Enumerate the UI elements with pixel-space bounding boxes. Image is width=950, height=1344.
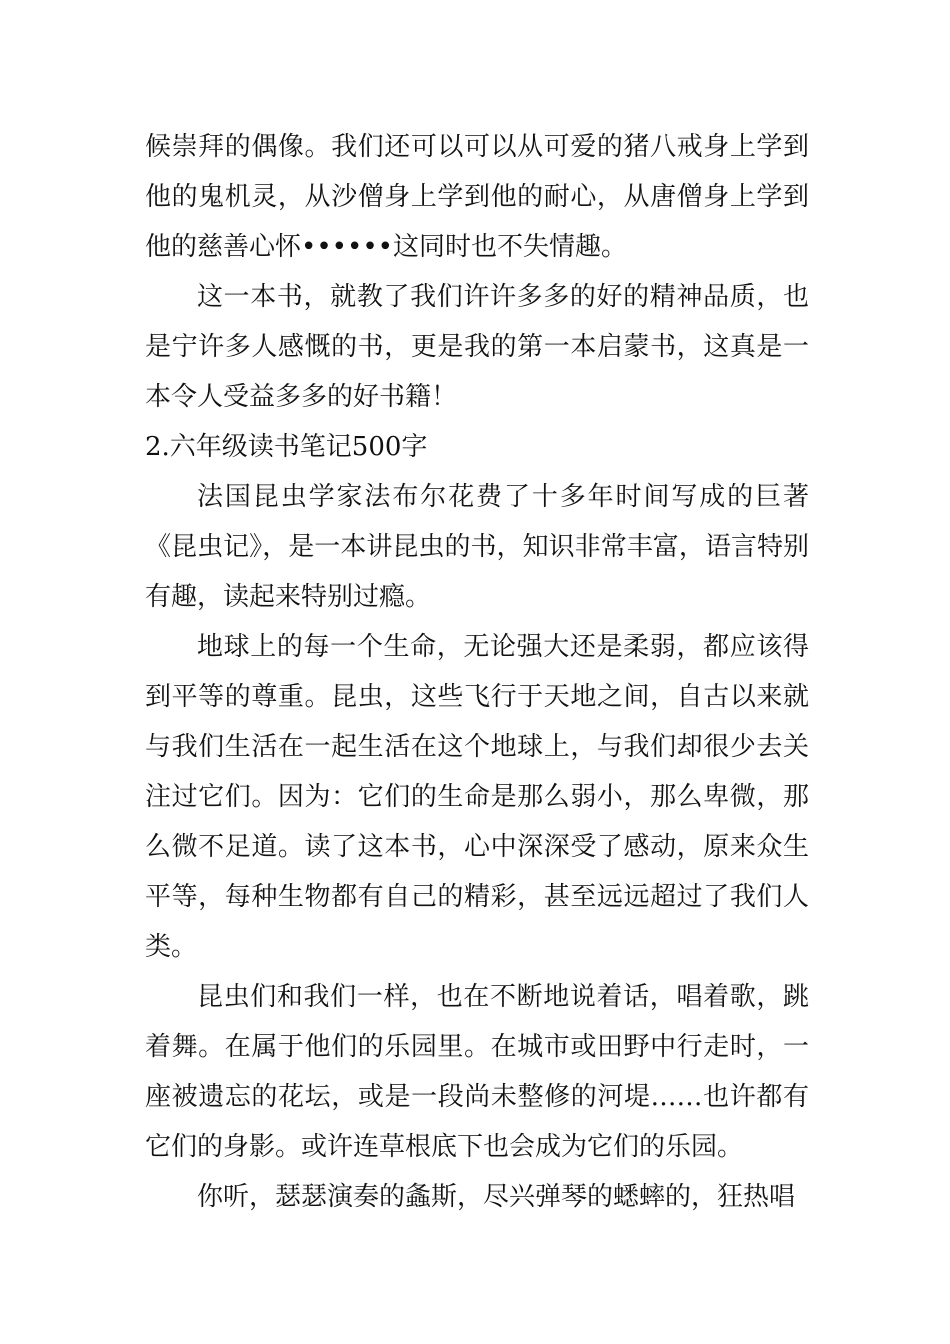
paragraph-book-summary: 这一本书，就教了我们许许多多的好的精神品质，也是宁许多人感慨的书，更是我的第一本启蒙书，这真是一本令人受益多多的好书籍！	[145, 282, 809, 412]
paragraph-respect-life: 地球上的每一个生命，无论强大还是柔弱，都应该得到平等的尊重。昆虫，这些飞行于天地之间，自古以来就与我们生活在一起生活在这个地球上，与我们却很少去关注过它们。因为：它们的生命是那么弱小，那么卑微，那么微不足道。读了这本书，心中深深受了感动，原来众生平等，每种生物都有自己的精彩，甚至远远超过了我们人类。	[145, 632, 809, 962]
paragraph-listen: 你听，瑟瑟演奏的螽斯，尽兴弹琴的蟋蟀的，狂热唱	[197, 1182, 796, 1212]
paragraph-intro: 法国昆虫学家法布尔花费了十多年时间写成的巨著《昆虫记》，是一本讲昆虫的书，知识非常丰富，语言特别有趣，读起来特别过瘾。	[145, 482, 809, 612]
paragraph-continued: 候崇拜的偶像。我们还可以可以从可爱的猪八戒身上学到他的鬼机灵，从沙僧身上学到他的耐心，从唐僧身上学到他的慈善心怀••••••这同时也不失情趣。	[145, 132, 809, 262]
paragraph-insect-life: 昆虫们和我们一样，也在不断地说着话，唱着歌，跳着舞。在属于他们的乐园里。在城市或田野中行走时，一座被遗忘的花坛，或是一段尚未整修的河堤……也许都有它们的身影。或许连草根底下也会成为它们的乐园。	[145, 982, 809, 1162]
document-body	[145, 122, 809, 1222]
section-heading: 2.六年级读书笔记500字	[145, 432, 428, 462]
